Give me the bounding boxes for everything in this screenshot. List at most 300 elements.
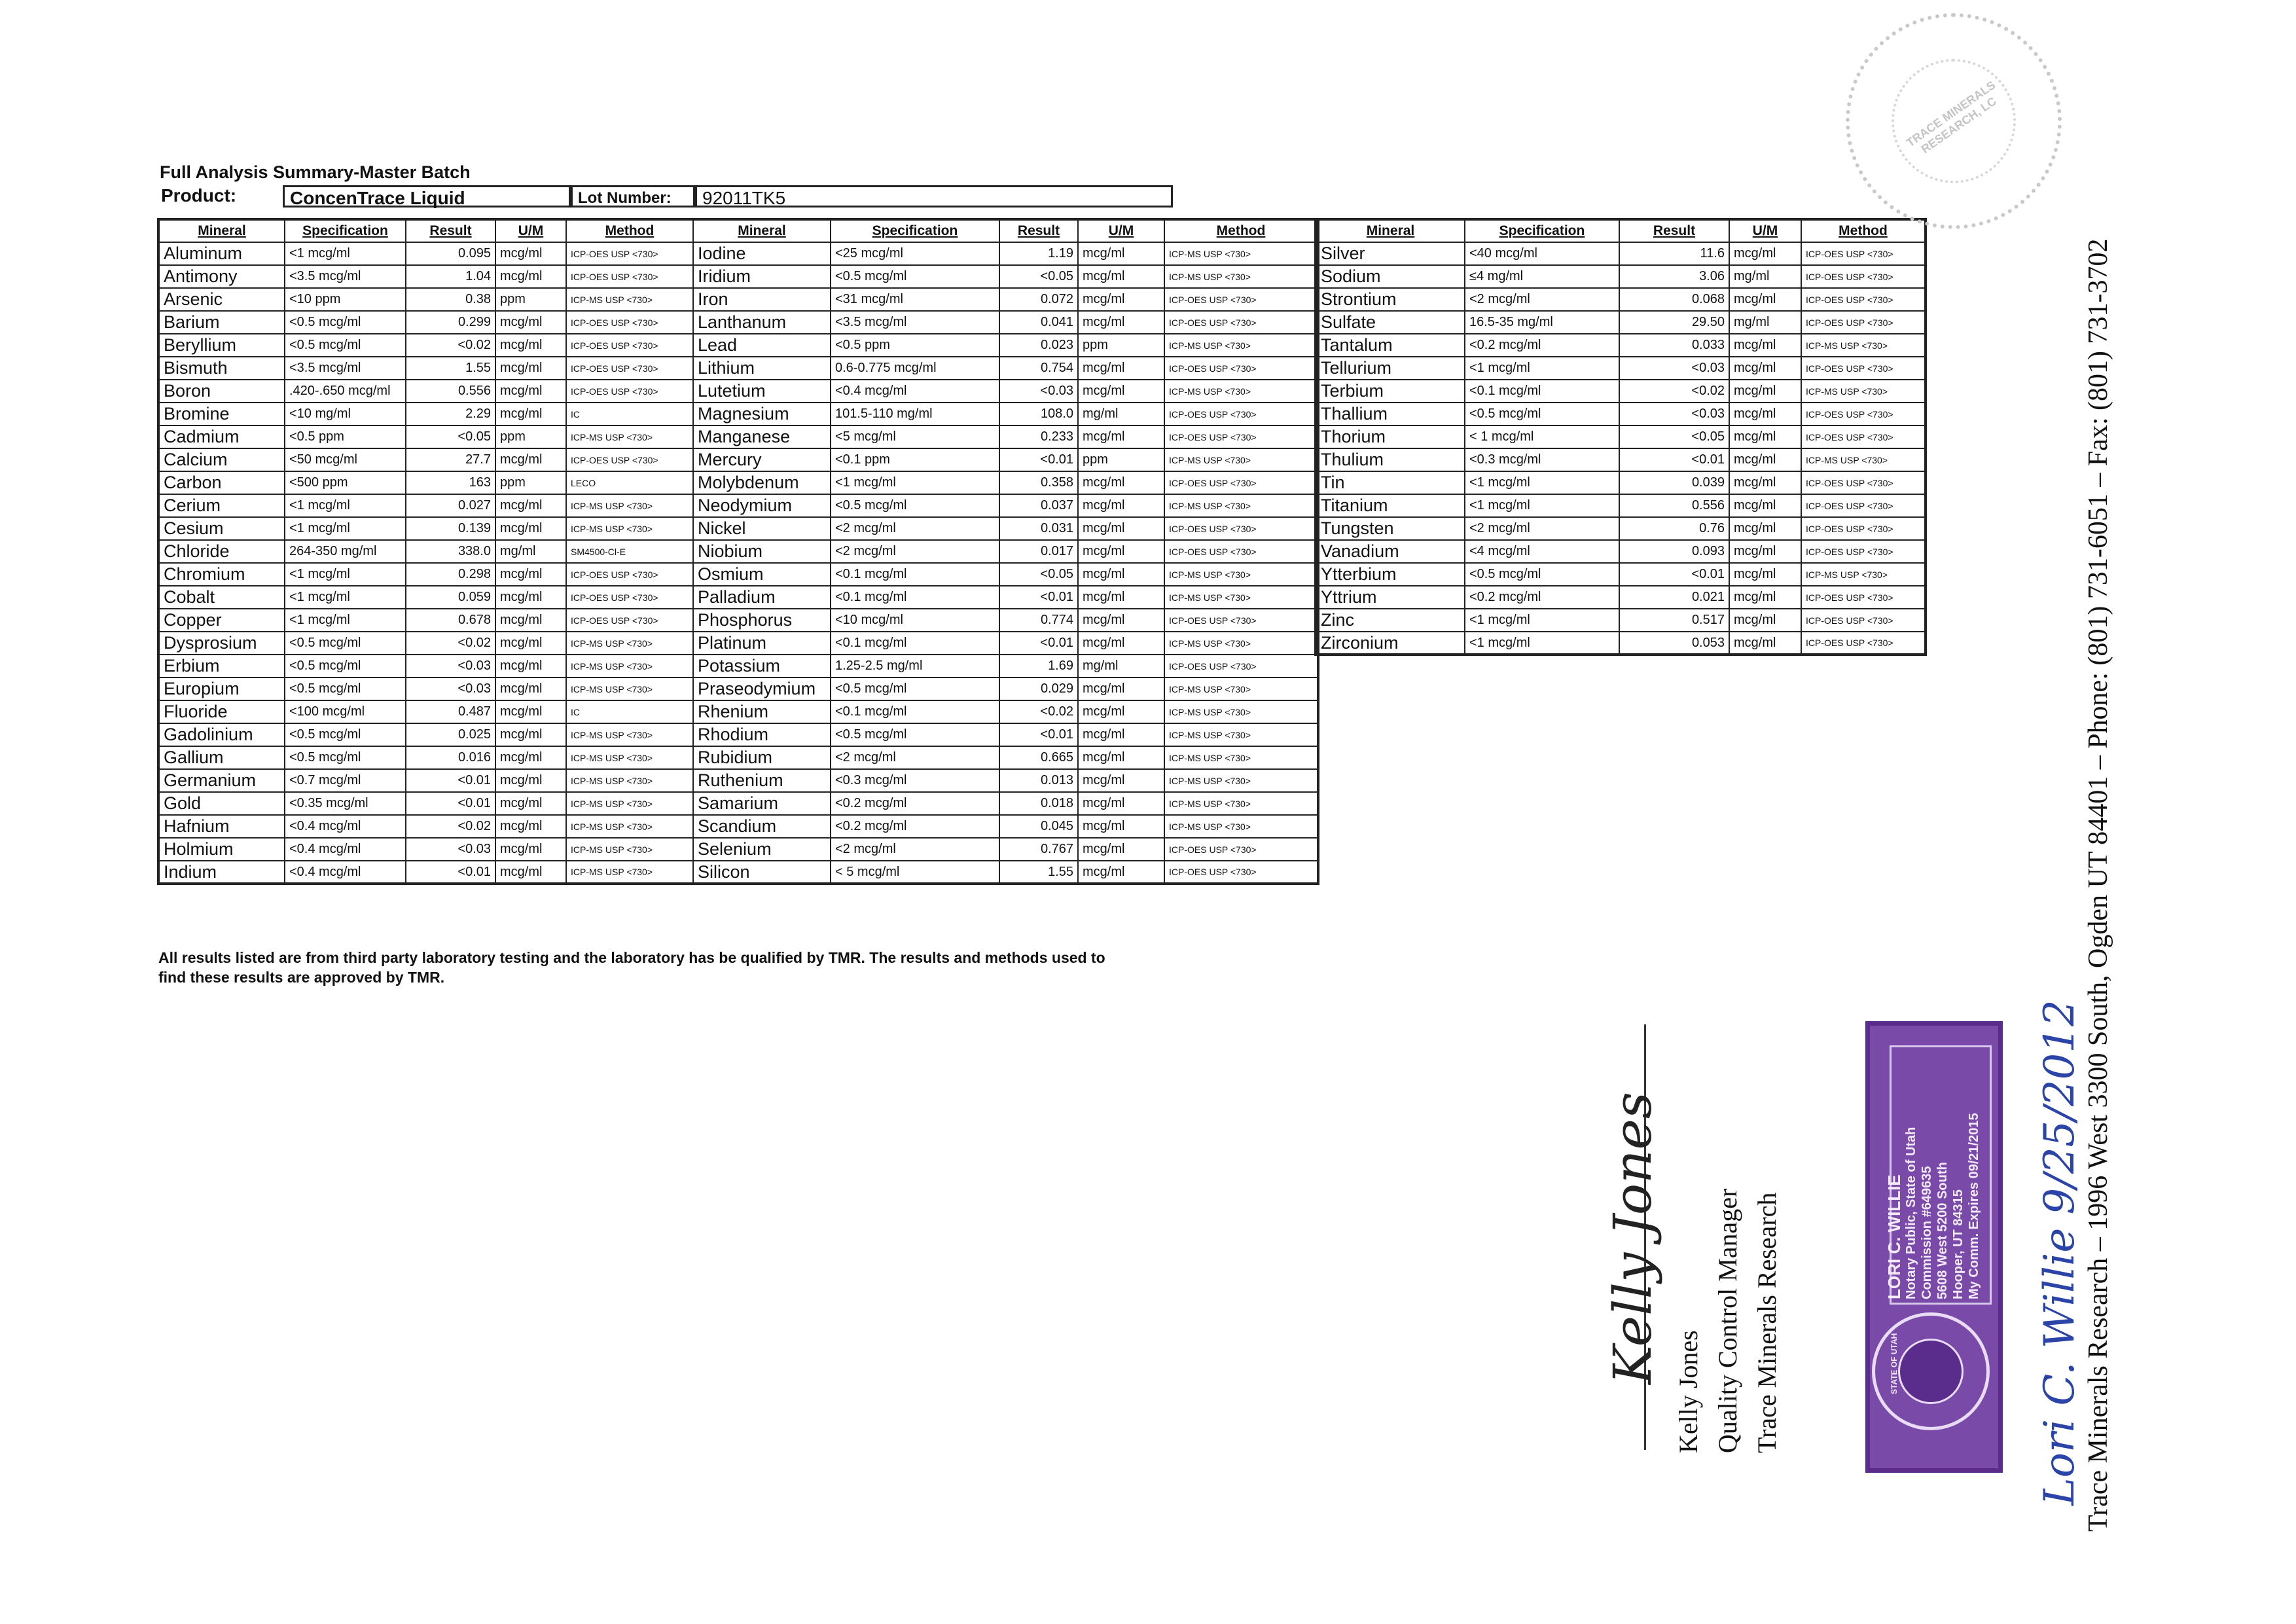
cell-result: 0.017 <box>999 540 1078 563</box>
cell-result: 0.072 <box>999 288 1078 311</box>
cell-method: ICP-OES USP <730> <box>1801 632 1926 655</box>
cell-method: ICP-OES USP <730> <box>1801 586 1926 609</box>
cell-mineral: Terbium <box>1316 380 1465 403</box>
cell-method: ICP-MS USP <730> <box>566 746 693 769</box>
cell-specification: < 1 mcg/ml <box>1465 425 1619 448</box>
cell-um: mcg/ml <box>495 700 566 723</box>
cell-mineral: Selenium <box>693 838 831 861</box>
cell-mineral: Holmium <box>158 838 285 861</box>
table-row <box>158 494 1318 517</box>
cell-um: ppm <box>495 288 566 311</box>
cell-result: 0.039 <box>1619 471 1729 494</box>
cell-mineral: Nickel <box>693 517 831 540</box>
cell-mineral: Thallium <box>1316 403 1465 425</box>
cell-mineral: Gadolinium <box>158 723 285 746</box>
table-row <box>1316 242 1926 265</box>
cell-mineral: Zirconium <box>1316 632 1465 655</box>
cell-um: mcg/ml <box>1729 448 1801 471</box>
table-row <box>158 403 1318 425</box>
cell-result: <0.01 <box>406 861 495 884</box>
cell-um: mcg/ml <box>495 311 566 334</box>
cell-um: mcg/ml <box>1729 471 1801 494</box>
cell-result: 0.139 <box>406 517 495 540</box>
cell-specification: <0.4 mcg/ml <box>831 380 999 403</box>
cell-method: ICP-MS USP <730> <box>566 838 693 861</box>
cell-mineral: Aluminum <box>158 242 285 265</box>
cell-specification: <2 mcg/ml <box>831 746 999 769</box>
cell-method: ICP-OES USP <730> <box>1801 494 1926 517</box>
cell-method: ICP-MS USP <730> <box>1164 632 1318 655</box>
cell-method: ICP-OES USP <730> <box>1164 288 1318 311</box>
table-row <box>158 792 1318 815</box>
signatory-role: Quality Control Manager <box>1713 1188 1742 1453</box>
cell-method: ICP-OES USP <730> <box>1164 540 1318 563</box>
col-method: Method <box>1164 219 1318 242</box>
notary-handwritten-signature: Lori C. Willie 9/25/2012 <box>2036 1000 2084 1506</box>
cell-specification: <5 mcg/ml <box>831 425 999 448</box>
cell-um: mcg/ml <box>1729 632 1801 655</box>
cell-result: <0.01 <box>406 769 495 792</box>
cell-mineral: Thulium <box>1316 448 1465 471</box>
cell-method: ICP-MS USP <730> <box>566 723 693 746</box>
cell-result: <0.01 <box>999 632 1078 655</box>
cell-result: 0.033 <box>1619 334 1729 357</box>
cell-specification: <0.5 mcg/ml <box>831 723 999 746</box>
cell-method: SM4500-Cl-E <box>566 540 693 563</box>
signatory-name: Kelly Jones <box>1674 1330 1703 1453</box>
cell-result: 0.358 <box>999 471 1078 494</box>
cell-method: ICP-OES USP <730> <box>566 265 693 288</box>
cell-mineral: Gold <box>158 792 285 815</box>
col-method: Method <box>566 219 693 242</box>
cell-mineral: Tungsten <box>1316 517 1465 540</box>
cell-um: mcg/ml <box>1078 609 1164 632</box>
table-row <box>158 723 1318 746</box>
cell-um: mcg/ml <box>1078 242 1164 265</box>
cell-specification: <0.1 mcg/ml <box>831 632 999 655</box>
cell-method: ICP-OES USP <730> <box>566 448 693 471</box>
cell-specification: <0.3 mcg/ml <box>831 769 999 792</box>
cell-um: mcg/ml <box>1078 380 1164 403</box>
cell-specification: <0.3 mcg/ml <box>1465 448 1619 471</box>
cell-um: mcg/ml <box>495 403 566 425</box>
cell-method: ICP-OES USP <730> <box>1801 265 1926 288</box>
cell-result: <0.01 <box>406 792 495 815</box>
cell-method: ICP-OES USP <730> <box>1164 517 1318 540</box>
table-row <box>158 242 1318 265</box>
cell-um: mg/ml <box>1729 265 1801 288</box>
cell-result: <0.02 <box>1619 380 1729 403</box>
cell-specification: <0.4 mcg/ml <box>285 861 406 884</box>
cell-um: mcg/ml <box>495 334 566 357</box>
cell-specification: <0.1 mcg/ml <box>1465 380 1619 403</box>
cell-mineral: Lutetium <box>693 380 831 403</box>
cell-specification: <1 mcg/ml <box>1465 632 1619 655</box>
table-row <box>158 311 1318 334</box>
cell-result: <0.02 <box>406 632 495 655</box>
cell-method: ICP-OES USP <730> <box>1801 311 1926 334</box>
table-row <box>1316 632 1926 655</box>
cell-specification: <1 mcg/ml <box>285 586 406 609</box>
cell-mineral: Vanadium <box>1316 540 1465 563</box>
cell-um: mcg/ml <box>495 838 566 861</box>
cell-um: mcg/ml <box>1729 357 1801 380</box>
table-row <box>158 471 1318 494</box>
cell-um: mcg/ml <box>1729 540 1801 563</box>
cell-um: mcg/ml <box>495 792 566 815</box>
table-row <box>1316 471 1926 494</box>
disclaimer-text: All results listed are from third party laboratory testing and the laboratory has be qualified by TMR. The results and methods used to find these results are approved by TMR. <box>158 949 1105 986</box>
document-title: Full Analysis Summary-Master Batch <box>160 162 471 182</box>
cell-um: mcg/ml <box>1078 540 1164 563</box>
cell-specification: 16.5-35 mg/ml <box>1465 311 1619 334</box>
cell-specification: <3.5 mcg/ml <box>285 357 406 380</box>
cell-mineral: Calcium <box>158 448 285 471</box>
cell-mineral: Palladium <box>693 586 831 609</box>
cell-method: ICP-OES USP <730> <box>1801 242 1926 265</box>
col-method: Method <box>1801 219 1926 242</box>
cell-um: mcg/ml <box>495 448 566 471</box>
cell-method: ICP-MS USP <730> <box>1801 380 1926 403</box>
cell-um: mcg/ml <box>495 677 566 700</box>
cell-result: <0.05 <box>406 425 495 448</box>
table-row <box>158 746 1318 769</box>
cell-um: mcg/ml <box>1078 357 1164 380</box>
cell-um: mcg/ml <box>495 632 566 655</box>
cell-method: LECO <box>566 471 693 494</box>
cell-um: mcg/ml <box>495 563 566 586</box>
cell-um: mcg/ml <box>1729 425 1801 448</box>
cell-mineral: Magnesium <box>693 403 831 425</box>
cell-specification: <2 mcg/ml <box>831 540 999 563</box>
cell-method: ICP-OES USP <730> <box>1801 517 1926 540</box>
cell-specification: <10 mcg/ml <box>831 609 999 632</box>
cell-specification: <1 mcg/ml <box>285 494 406 517</box>
cell-um: mcg/ml <box>495 769 566 792</box>
cell-method: ICP-MS USP <730> <box>1164 677 1318 700</box>
cell-specification: <1 mcg/ml <box>831 471 999 494</box>
cell-result: 29.50 <box>1619 311 1729 334</box>
cell-method: ICP-MS USP <730> <box>1801 563 1926 586</box>
cell-mineral: Carbon <box>158 471 285 494</box>
cell-result: 3.06 <box>1619 265 1729 288</box>
table-row <box>158 265 1318 288</box>
lot-number-value: 92011TK5 <box>695 185 1173 208</box>
cell-mineral: Indium <box>158 861 285 884</box>
cell-um: mcg/ml <box>1729 609 1801 632</box>
cell-specification: <0.5 ppm <box>285 425 406 448</box>
cell-specification: <40 mcg/ml <box>1465 242 1619 265</box>
cell-specification: <0.2 mcg/ml <box>1465 586 1619 609</box>
table-row <box>158 769 1318 792</box>
cell-method: ICP-OES USP <730> <box>566 334 693 357</box>
cell-result: <0.01 <box>1619 563 1729 586</box>
cell-method: ICP-MS USP <730> <box>1164 769 1318 792</box>
cell-mineral: Sodium <box>1316 265 1465 288</box>
cell-result: 0.018 <box>999 792 1078 815</box>
table-row <box>158 586 1318 609</box>
cell-um: mcg/ml <box>495 357 566 380</box>
cell-specification: <0.5 mcg/ml <box>285 723 406 746</box>
cell-specification: <0.1 ppm <box>831 448 999 471</box>
cell-um: mcg/ml <box>1729 494 1801 517</box>
cell-mineral: Rhodium <box>693 723 831 746</box>
cell-specification: <0.1 mcg/ml <box>831 563 999 586</box>
cell-specification: <1 mcg/ml <box>285 517 406 540</box>
col-specification: Specification <box>1465 219 1619 242</box>
cell-result: <0.03 <box>999 380 1078 403</box>
cell-mineral: Potassium <box>693 655 831 677</box>
cell-specification: <2 mcg/ml <box>831 517 999 540</box>
cell-method: ICP-MS USP <730> <box>566 861 693 884</box>
cell-mineral: Rhenium <box>693 700 831 723</box>
cell-mineral: Silver <box>1316 242 1465 265</box>
cell-specification: <4 mcg/ml <box>1465 540 1619 563</box>
cell-method: ICP-OES USP <730> <box>1164 609 1318 632</box>
cell-specification: <0.4 mcg/ml <box>285 838 406 861</box>
table-row <box>158 425 1318 448</box>
cell-specification: <1 mcg/ml <box>1465 357 1619 380</box>
cell-specification: <0.35 mcg/ml <box>285 792 406 815</box>
table-row <box>158 357 1318 380</box>
cell-specification: <0.2 mcg/ml <box>831 792 999 815</box>
cell-method: ICP-MS USP <730> <box>1164 494 1318 517</box>
cell-result: 0.013 <box>999 769 1078 792</box>
cell-um: mcg/ml <box>1078 838 1164 861</box>
cell-result: 11.6 <box>1619 242 1729 265</box>
cell-method: IC <box>566 403 693 425</box>
cell-um: mcg/ml <box>1729 288 1801 311</box>
cell-result: 1.19 <box>999 242 1078 265</box>
cell-method: ICP-OES USP <730> <box>566 380 693 403</box>
cell-method: ICP-MS USP <730> <box>566 494 693 517</box>
cell-um: mg/ml <box>1078 403 1164 425</box>
notary-title: Notary Public, State of Utah <box>1904 1127 1918 1299</box>
results-table-1 <box>157 218 1319 885</box>
cell-um: mcg/ml <box>1729 586 1801 609</box>
cell-um: mcg/ml <box>1078 288 1164 311</box>
cell-specification: <2 mcg/ml <box>831 838 999 861</box>
cell-um: mg/ml <box>1729 311 1801 334</box>
cell-specification: <0.4 mcg/ml <box>285 815 406 838</box>
cell-method: ICP-OES USP <730> <box>566 609 693 632</box>
cell-um: mcg/ml <box>1078 769 1164 792</box>
cell-um: mcg/ml <box>495 380 566 403</box>
table-row <box>1316 425 1926 448</box>
cell-um: mcg/ml <box>1729 563 1801 586</box>
cell-result: 0.298 <box>406 563 495 586</box>
cell-um: ppm <box>495 471 566 494</box>
cell-specification: <1 mcg/ml <box>285 242 406 265</box>
cell-result: <0.03 <box>1619 357 1729 380</box>
cell-specification: <500 ppm <box>285 471 406 494</box>
cell-method: ICP-MS USP <730> <box>1164 563 1318 586</box>
cell-result: 0.76 <box>1619 517 1729 540</box>
cell-result: <0.05 <box>999 265 1078 288</box>
cell-result: 0.299 <box>406 311 495 334</box>
cell-specification: <0.5 mcg/ml <box>831 494 999 517</box>
cell-mineral: Chloride <box>158 540 285 563</box>
cell-method: ICP-MS USP <730> <box>566 792 693 815</box>
cell-mineral: Europium <box>158 677 285 700</box>
col-specification: Specification <box>831 219 999 242</box>
cell-um: mcg/ml <box>1729 380 1801 403</box>
cell-method: ICP-MS USP <730> <box>566 517 693 540</box>
col-um: U/M <box>1729 219 1801 242</box>
cell-method: ICP-MS USP <730> <box>566 677 693 700</box>
cell-um: mcg/ml <box>1078 723 1164 746</box>
cell-um: mcg/ml <box>495 861 566 884</box>
cell-result: 0.053 <box>1619 632 1729 655</box>
table-row <box>1316 403 1926 425</box>
cell-um: mcg/ml <box>1078 563 1164 586</box>
cell-result: 0.767 <box>999 838 1078 861</box>
notary-expiry: My Comm. Expires 09/21/2015 <box>1967 1113 1981 1299</box>
cell-method: ICP-OES USP <730> <box>1164 425 1318 448</box>
cell-method: ICP-OES USP <730> <box>566 357 693 380</box>
cell-specification: <0.2 mcg/ml <box>831 815 999 838</box>
cell-mineral: Chromium <box>158 563 285 586</box>
cell-mineral: Arsenic <box>158 288 285 311</box>
cell-specification: <1 mcg/ml <box>285 609 406 632</box>
cell-um: ppm <box>495 425 566 448</box>
cell-result: <0.01 <box>999 448 1078 471</box>
cell-result: 0.093 <box>1619 540 1729 563</box>
cell-mineral: Strontium <box>1316 288 1465 311</box>
cell-specification: <10 ppm <box>285 288 406 311</box>
cell-specification: <100 mcg/ml <box>285 700 406 723</box>
cell-result: 0.556 <box>406 380 495 403</box>
cell-mineral: Barium <box>158 311 285 334</box>
cell-mineral: Antimony <box>158 265 285 288</box>
cell-specification: 0.6-0.775 mcg/ml <box>831 357 999 380</box>
cell-mineral: Titanium <box>1316 494 1465 517</box>
cell-um: mcg/ml <box>495 723 566 746</box>
cell-um: mcg/ml <box>1078 265 1164 288</box>
cell-specification: <25 mcg/ml <box>831 242 999 265</box>
cell-mineral: Osmium <box>693 563 831 586</box>
cell-mineral: Tin <box>1316 471 1465 494</box>
cell-result: 338.0 <box>406 540 495 563</box>
cell-mineral: Molybdenum <box>693 471 831 494</box>
cell-result: <0.01 <box>1619 448 1729 471</box>
cell-mineral: Cobalt <box>158 586 285 609</box>
cell-mineral: Thorium <box>1316 425 1465 448</box>
cell-specification: <0.5 mcg/ml <box>285 334 406 357</box>
cell-mineral: Lithium <box>693 357 831 380</box>
signatory-block <box>1669 1189 1787 1453</box>
cell-specification: <0.5 ppm <box>831 334 999 357</box>
cell-specification: <0.5 mcg/ml <box>285 311 406 334</box>
cell-specification: <0.5 mcg/ml <box>831 677 999 700</box>
cell-result: 0.025 <box>406 723 495 746</box>
cell-result: <0.03 <box>406 838 495 861</box>
cell-method: IC <box>566 700 693 723</box>
table-row <box>158 517 1318 540</box>
cell-method: ICP-MS USP <730> <box>1164 746 1318 769</box>
cell-method: ICP-OES USP <730> <box>1801 540 1926 563</box>
table-row <box>1316 357 1926 380</box>
cell-um: mg/ml <box>1078 655 1164 677</box>
cell-result: 1.55 <box>406 357 495 380</box>
cell-mineral: Samarium <box>693 792 831 815</box>
cell-mineral: Cesium <box>158 517 285 540</box>
cell-mineral: Erbium <box>158 655 285 677</box>
cell-result: 0.031 <box>999 517 1078 540</box>
cell-result: <0.03 <box>406 677 495 700</box>
cell-um: mcg/ml <box>1078 586 1164 609</box>
notary-seal-text: STATE OF UTAH <box>1890 1333 1899 1394</box>
cell-specification: <0.1 mcg/ml <box>831 586 999 609</box>
handwritten-signature: Kelly Jones <box>1602 1092 1663 1384</box>
cell-result: <0.05 <box>1619 425 1729 448</box>
cell-result: 2.29 <box>406 403 495 425</box>
footer-address: Trace Minerals Research – 1996 West 3300 South, Ogden UT 84401 – Phone: (801) 731-6051 – Fax: (801) 731-3702 <box>2083 238 2113 1532</box>
cell-result: <0.03 <box>1619 403 1729 425</box>
cell-method: ICP-MS USP <730> <box>566 632 693 655</box>
cell-specification: 101.5-110 mg/ml <box>831 403 999 425</box>
col-result: Result <box>999 219 1078 242</box>
cell-result: 0.045 <box>999 815 1078 838</box>
notary-address: 5608 West 5200 South <box>1935 1162 1950 1299</box>
cell-result: 0.095 <box>406 242 495 265</box>
cell-mineral: Sulfate <box>1316 311 1465 334</box>
cell-method: ICP-MS USP <730> <box>1164 723 1318 746</box>
cell-mineral: Iron <box>693 288 831 311</box>
cell-result: 1.69 <box>999 655 1078 677</box>
cell-result: 0.754 <box>999 357 1078 380</box>
cell-mineral: Lanthanum <box>693 311 831 334</box>
cell-mineral: Neodymium <box>693 494 831 517</box>
cell-um: mcg/ml <box>495 815 566 838</box>
cell-um: mcg/ml <box>1078 471 1164 494</box>
embossed-seal-text: TRACE MINERALS RESEARCH, LC <box>1904 78 1999 156</box>
table-row <box>158 334 1318 357</box>
cell-um: ppm <box>1078 334 1164 357</box>
table-row <box>158 448 1318 471</box>
cell-um: mcg/ml <box>495 242 566 265</box>
table-row <box>1316 517 1926 540</box>
cell-um: mcg/ml <box>1078 792 1164 815</box>
cell-mineral: Yttrium <box>1316 586 1465 609</box>
col-mineral: Mineral <box>1316 219 1465 242</box>
table-row <box>1316 494 1926 517</box>
notary-seal-center <box>1898 1339 1964 1404</box>
cell-result: 1.55 <box>999 861 1078 884</box>
cell-method: ICP-MS USP <730> <box>1164 586 1318 609</box>
cell-result: <0.01 <box>999 586 1078 609</box>
cell-method: ICP-OES USP <730> <box>566 586 693 609</box>
cell-mineral: Niobium <box>693 540 831 563</box>
cell-result: <0.01 <box>999 723 1078 746</box>
cell-method: ICP-OES USP <730> <box>1801 425 1926 448</box>
cell-specification: <1 mcg/ml <box>285 563 406 586</box>
cell-result: 163 <box>406 471 495 494</box>
cell-specification: <2 mcg/ml <box>1465 288 1619 311</box>
cell-result: 0.38 <box>406 288 495 311</box>
cell-specification: <0.7 mcg/ml <box>285 769 406 792</box>
table-row <box>158 838 1318 861</box>
cell-specification: <0.5 mcg/ml <box>1465 403 1619 425</box>
cell-specification: <1 mcg/ml <box>1465 471 1619 494</box>
cell-mineral: Fluoride <box>158 700 285 723</box>
cell-um: mcg/ml <box>1078 861 1164 884</box>
cell-mineral: Tantalum <box>1316 334 1465 357</box>
cell-method: ICP-MS USP <730> <box>1164 792 1318 815</box>
table-row <box>158 380 1318 403</box>
col-um: U/M <box>1078 219 1164 242</box>
cell-um: mcg/ml <box>1078 311 1164 334</box>
